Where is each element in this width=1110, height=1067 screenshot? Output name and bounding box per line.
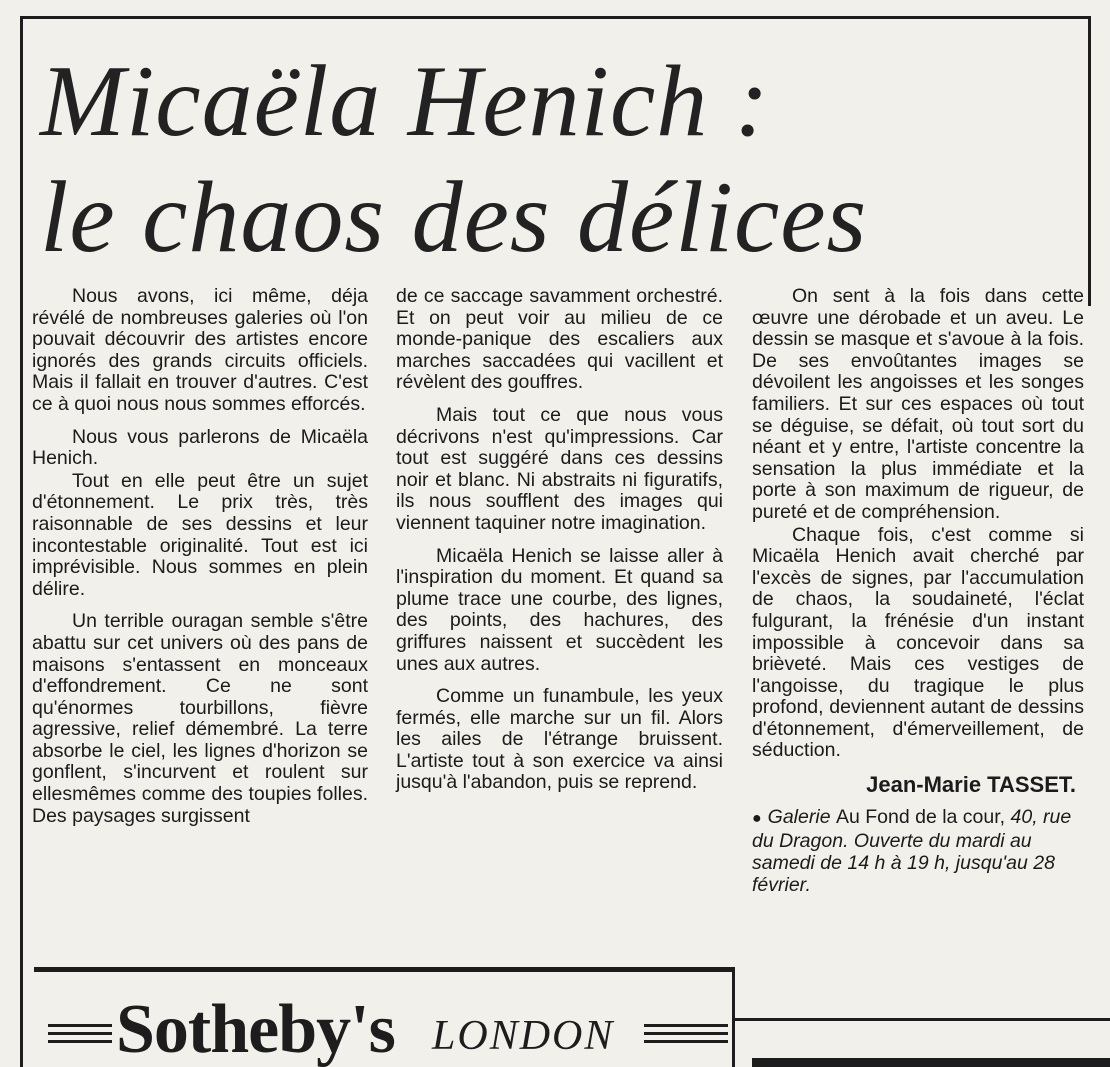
left-border: [20, 16, 23, 1067]
paragraph: Micaëla Henich se laisse aller à l'inspiration du moment. Et quand sa plume trace une courbe, des lignes, des points, des hachures, des griffures naissent et succèdent les unes aux autres.: [396, 544, 723, 675]
exhibition-info: [752, 806, 1084, 896]
info-venue: Au Fond de la cour,: [835, 805, 1006, 828]
paragraph: Comme un funambule, les yeux fermés, elle marche sur un fil. Alors les ailes de l'étrange bruissent. L'artiste tout à son exercice va ainsi jusqu'à l'abandon, puis se reprend.: [396, 685, 723, 794]
paragraph: Mais tout ce que nous vous décrivons n'est qu'impressions. Car tout est suggéré dans ces dessins noir et blanc. Ni abstraits ni figuratifs, ils nous soufflent des images qui viennent taquiner notre imagination.: [396, 403, 723, 534]
ad-city: LONDON: [432, 1013, 615, 1059]
bullet-icon: ●: [752, 809, 762, 827]
right-border: [1088, 16, 1091, 306]
author-byline: Jean-Marie TASSET.: [866, 772, 1076, 798]
headline-line-1: Micaëla Henich :: [40, 45, 770, 158]
article-column-2: [396, 286, 723, 794]
paragraph: Chaque fois, c'est comme si Micaëla Henich avait cherché par l'excès de signes, par l'accumulation de chaos, la soudaineté, l'éclat fulgurant, la frénésie d'un instant impossible à concevoir dans sa brièveté. Mais ces vestiges de l'angoisse, du tragique le plus profond, deviennent autant de dessins d'étonnement, d'émerveillement, de séduction.: [752, 523, 1084, 762]
ad-decorative-lines-right: [644, 1024, 728, 1050]
next-box-rule: [752, 1058, 1110, 1067]
info-details: 40, rue du Dragon. Ouverte du mardi au samedi de 14 h à 19 h, jusqu'au 28 février.: [752, 805, 1072, 896]
ad-brand: Sotheby's: [116, 991, 395, 1067]
paragraph: Nous vous parlerons de Micaëla Henich.: [32, 425, 368, 470]
sothebys-advertisement: [48, 990, 728, 1067]
headline: [40, 44, 1080, 276]
info-label: Galerie: [767, 805, 831, 828]
ad-decorative-lines-left: [48, 1024, 112, 1050]
top-rule: [20, 16, 1090, 19]
bottom-rule: [34, 967, 734, 972]
headline-line-2: le chaos des délices: [40, 161, 868, 274]
article-column-3: [752, 286, 1084, 896]
paragraph: Un terrible ouragan semble s'être abattu sur cet univers où des pans de maisons s'entassent en monceaux d'effondrement. Ce ne sont qu'énormes tourbillons, fièvre agressive, relief démembré. La terre absorbe le ciel, les lignes d'horizon se gonflent, s'incurvent et roulent sur ellesmêmes comme des toupies folles. Des paysages surgissent: [32, 610, 368, 827]
paragraph: Nous avons, ici même, déja révélé de nombreuses galeries où l'on pouvait découvrir des artistes encore ignorés des grands circuits officiels. Mais il fallait en trouver d'autres. C'est ce à quoi nous nous sommes efforcés.: [32, 285, 368, 415]
paragraph: Tout en elle peut être un sujet d'étonnement. Le prix très, très raisonnable de ses dessins et leur incontestable originalité. Tout est ici imprévisible. Nous sommes en plein délire.: [32, 469, 368, 600]
info-box-bottom-rule: [733, 1018, 1110, 1021]
paragraph: On sent à la fois dans cette œuvre une dérobade et un aveu. Le dessin se masque et s'avoue à la fois. De ses envoûtantes images se dévoilent les angoisses et les songes familiers. Et sur ces espaces où tout se déguise, se défait, où tout sort du néant et y entre, l'artiste concentre la sensation la plus immédiate et la porte à son maximum de rigueur, de pureté et de compréhension.: [752, 285, 1084, 523]
paragraph: de ce saccage savamment orchestré. Et on peut voir au milieu de ce monde-panique des escaliers aux marches saccadées qui vacillent et révèlent des gouffres.: [396, 285, 723, 394]
ad-box-right-border: [732, 967, 735, 1067]
article-column-1: [32, 286, 368, 827]
